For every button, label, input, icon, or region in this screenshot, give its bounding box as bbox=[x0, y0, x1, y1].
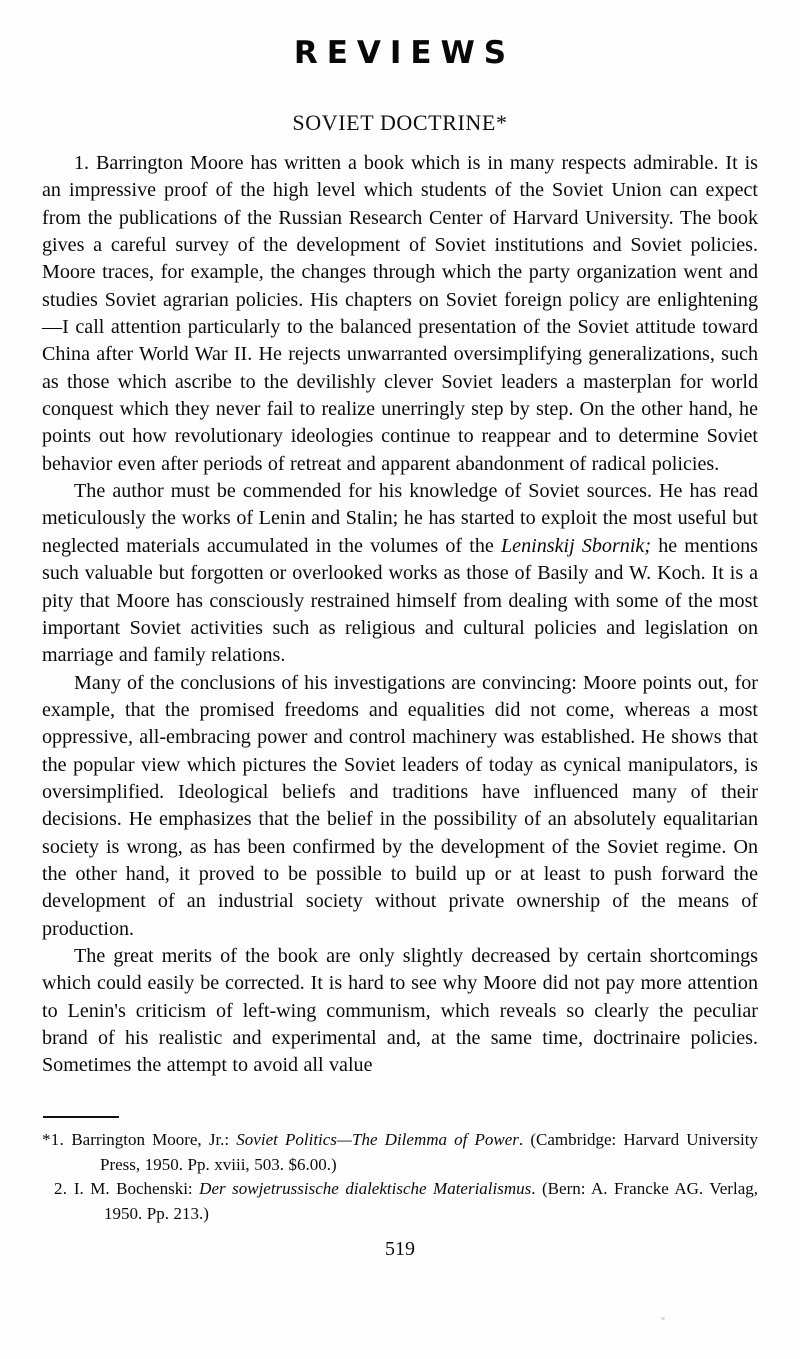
paragraph-2 bbox=[42, 478, 758, 669]
footnote-2-marker: 2. bbox=[54, 1179, 68, 1198]
footnote-separator-rule bbox=[43, 1116, 119, 1118]
paragraph-2-text-after-italic: he mentions such valuable but forgotten or overlooked works as those of Basily and W. Koch. It is a pity that Moore has consciously restrained himself from dealing with some of the most important Soviet activities such as religious and cultural policies and legislation on marriage and family relations. bbox=[42, 534, 758, 667]
article-title: SOVIET DOCTRINE* bbox=[292, 110, 508, 135]
paragraph-1: 1. Barrington Moore has written a book which is in many respects admirable. It is an impressive proof of the high level which students of the Soviet Union can expect from the publications of the Russian Research Center of Harvard University. The book gives a careful survey of the development of Soviet institutions and Soviet policies. Moore traces, for example, the changes through which the party organization went and studies Soviet agrarian policies. His chapters on Soviet foreign policy are enlightening—I call attention particularly to the balanced presentation of the Soviet attitude toward China after World War II. He rejects unwarranted oversimplifying generalizations, such as those which ascribe to the devilishly clever Soviet leaders a masterplan for world conquest which they never fail to realize unerringly step by step. On the other hand, he points out how revolutionary ideologies continue to reappear and to determine Soviet behavior even after periods of retreat and apparent abandonment of radical policies. bbox=[42, 152, 758, 475]
footnote-2-publication: . (Bern: A. Francke AG. Verlag, 1950. Pp. 213.) bbox=[104, 1179, 758, 1223]
cited-work-leninskij-sbornik: Leninskij Sbornik; bbox=[500, 534, 652, 557]
footnote-2 bbox=[42, 1177, 758, 1226]
page-section-heading: REVIEWS bbox=[293, 35, 516, 71]
footnote-2-author: I. M. Bochenski: bbox=[73, 1179, 200, 1198]
footnote-1-publication: . (Cambridge: Harvard University Press, 1950. Pp. xviii, 503. $6.00.) bbox=[100, 1130, 758, 1174]
article-body bbox=[42, 150, 758, 1080]
paragraph-2-text-before-italic: The author must be commended for his knowledge of Soviet sources. He has read meticulously the works of Lenin and Stalin; he has started to exploit the most useful but neglected materials accumulated in the volumes of the bbox=[42, 480, 758, 557]
footnote-1-marker: *1. bbox=[42, 1130, 65, 1149]
footnote-list bbox=[42, 1128, 758, 1226]
paragraph-3: Many of the conclusions of his investigations are convincing: Moore points out, for example, that the promised freedoms and equalities did not come, whereas a most oppressive, all-embracing power and control machinery was established. He shows that the popular view which pictures the Soviet leaders of today as cynical manipulators, is oversimplified. Ideological beliefs and traditions have influenced many of their decisions. He emphasizes that the belief in the possibility of an absolutely equalitarian society is wrong, as has been confirmed by the development of the Soviet regime. On the other hand, it proved to be possible to build up or at least to push forward the development of an industrial society without private ownership of the means of production. bbox=[42, 671, 758, 940]
footnote-2-title: Der sowjetrussische dialektische Materialismus bbox=[199, 1179, 532, 1198]
footnote-1-author: Barrington Moore, Jr.: bbox=[71, 1130, 237, 1149]
footnote-1-title: Soviet Politics—The Dilemma of Power bbox=[236, 1130, 519, 1149]
scan-artifact-speck bbox=[661, 1317, 665, 1320]
paragraph-4: The great merits of the book are only slightly decreased by certain shortcomings which could easily be corrected. It is hard to see why Moore did not pay more attention to Lenin's criticism of left-wing communism, which reveals so clearly the peculiar brand of his realistic and experimental and, at the same time, doctrinaire policies. Sometimes the attempt to avoid all value bbox=[42, 944, 758, 1077]
page-number: 519 bbox=[385, 1238, 415, 1260]
footnote-1 bbox=[42, 1128, 758, 1177]
